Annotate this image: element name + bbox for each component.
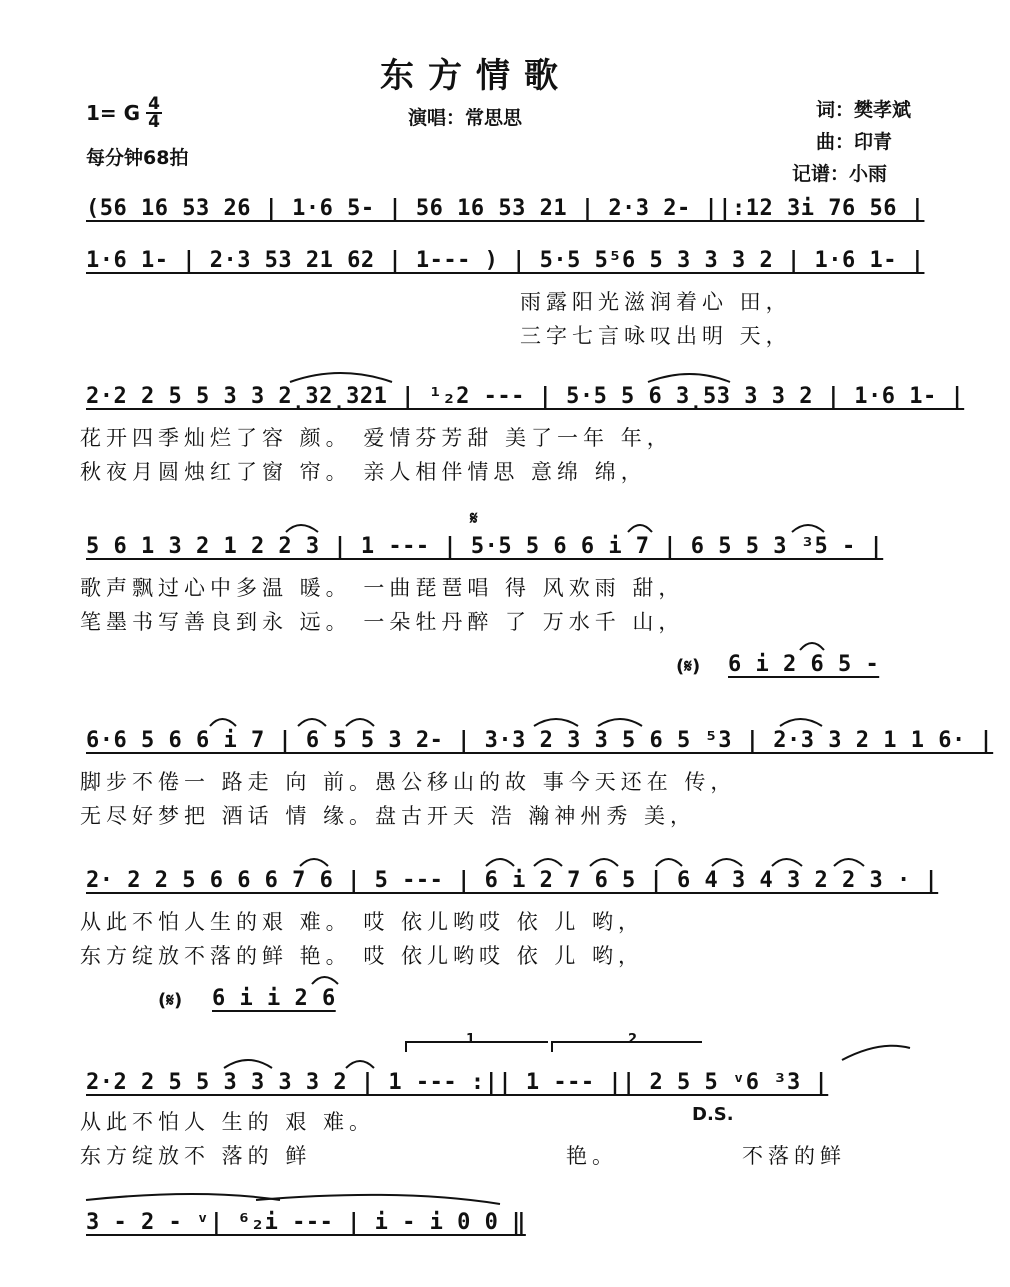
lyric-line-6a: 从此不怕人生的艰 难。 哎 依儿哟哎 依 儿 哟， xyxy=(80,910,645,934)
slur xyxy=(300,859,328,866)
lyric-line-5b: 无尽好梦把 酒话 情 缘。盘古开天 浩 瀚神州秀 美， xyxy=(80,804,697,828)
lyric-line-3a: 花开四季灿烂了容 颜。 爱情芬芳甜 美了一年 年， xyxy=(80,426,673,450)
segno-label-6: (𝄋) xyxy=(158,990,183,1011)
slur xyxy=(346,719,374,726)
time-signature-top: 4 xyxy=(148,94,160,114)
slur xyxy=(298,719,326,726)
slur xyxy=(834,859,864,866)
slur xyxy=(346,1061,374,1068)
alt-notation-6: 6 i i 2 6 xyxy=(212,986,336,1011)
lyricist-credit: 词：樊孝斌 xyxy=(816,99,912,121)
lyric-line-3b: 秋夜月圆烛红了窗 帘。 亲人相伴情思 意绵 绵， xyxy=(80,460,647,484)
slur xyxy=(648,374,730,382)
lyric-line-4b: 笔墨书写善良到永 远。 一朵牡丹醉 了 万水千 山， xyxy=(80,610,685,634)
composer-credit: 曲：印青 xyxy=(816,131,893,153)
notation-line-5: 6·6 5 6 6 i 7 | 6 5 5 3 2- | 3·3 2 3 3 5 6 5 ⁵3 | 2·3 3 2 1 1 6· | xyxy=(86,728,994,753)
segno-mark: 𝄋 xyxy=(470,508,478,529)
slur xyxy=(590,859,618,866)
key-label: 1= G xyxy=(86,101,141,125)
transcriber-credit: 记谱：小雨 xyxy=(792,163,888,185)
lyric-line-7c: 不落的鲜 xyxy=(742,1144,846,1168)
notation-line-2: 1·6 1- | 2·3 53 21 62 | 1--- ) | 5·5 5⁵6 5 3 3 3 2 | 1·6 1- | xyxy=(86,248,925,273)
slur xyxy=(628,525,652,532)
slur xyxy=(210,719,236,726)
slur xyxy=(780,719,822,726)
notation-line-7: 2·2 2 5 5 3 3 3 3 2 | 1 --- :|| 1 --- || 2 5 5 ᵛ6 ³3 | xyxy=(86,1070,829,1095)
tempo-marking: 每分钟68拍 xyxy=(86,147,189,169)
lyric-line-7a: 从此不怕人 生的 艰 难。 xyxy=(80,1110,376,1134)
lyric-line-4a: 歌声飘过心中多温 暖。 一曲琵琶唱 得 风欢雨 甜， xyxy=(80,576,685,600)
volta-2-bracket xyxy=(552,1042,702,1052)
slur xyxy=(286,525,318,532)
slur xyxy=(712,859,742,866)
dal-segno-mark: D.S. xyxy=(692,1104,734,1125)
segno-label-4: (𝄋) xyxy=(676,656,701,677)
slur xyxy=(598,719,642,726)
slur xyxy=(800,643,824,650)
slur xyxy=(290,373,392,382)
slur xyxy=(842,1046,910,1060)
slur xyxy=(224,1060,272,1068)
volta-1-label: 1 xyxy=(466,1032,476,1047)
slur xyxy=(486,859,514,866)
time-signature-bottom: 4 xyxy=(148,112,160,132)
lyric-line-6b: 东方绽放不落的鲜 艳。 哎 依儿哟哎 依 儿 哟， xyxy=(80,944,645,968)
slur xyxy=(86,1194,280,1200)
lyric-line-2a: 雨露阳光滋润着心 田， xyxy=(520,290,792,314)
notation-line-3: 2·2 2 5 5 3 3 2̣32̣321 | ¹₂2 --- | 5·5 5 6 3̣53 3 3 2 | 1·6 1- | xyxy=(86,384,965,409)
lyric-line-2b: 三字七言咏叹出明 天， xyxy=(520,324,792,348)
singer-credit: 演唱：常思思 xyxy=(408,107,523,129)
slur xyxy=(534,859,562,866)
alt-notation-4: 6 i 2 6 5 - xyxy=(728,652,880,677)
slur xyxy=(656,859,682,866)
slur xyxy=(792,525,824,532)
slur xyxy=(772,859,802,866)
song-title: 东方情歌 xyxy=(380,56,572,96)
lyric-line-7b-end: 艳。 xyxy=(566,1144,618,1168)
notation-line-1: (56 16 53 26 | 1·6 5- | 56 16 53 21 | 2·3 2- ||:12 3i 76 56 | xyxy=(86,196,925,221)
slur xyxy=(256,1195,500,1204)
slur xyxy=(312,977,338,984)
volta-1-bracket xyxy=(406,1042,548,1052)
notation-line-4: 5 6 1 3 2 1 2 2 3 | 1 --- | 5·5 5 6 6 i 7 | 6 5 5 3 ³5 - | xyxy=(86,534,884,559)
notation-line-6: 2· 2 2 5 6 6 6 7 6 | 5 --- | 6 i 2 7 6 5 | 6 4 3 4 3 2 2 3 · | xyxy=(86,868,939,893)
volta-2-label: 2 xyxy=(628,1032,638,1047)
notation-line-8: 3 - 2 - ᵛ| ⁶₂i --- | i - i 0 0 ‖ xyxy=(86,1210,526,1235)
slur xyxy=(534,719,578,726)
lyric-line-5a: 脚步不倦一 路走 向 前。愚公移山的故 事今天还在 传， xyxy=(80,770,737,794)
lyric-line-7b: 东方绽放不 落的 鲜 xyxy=(80,1144,312,1168)
